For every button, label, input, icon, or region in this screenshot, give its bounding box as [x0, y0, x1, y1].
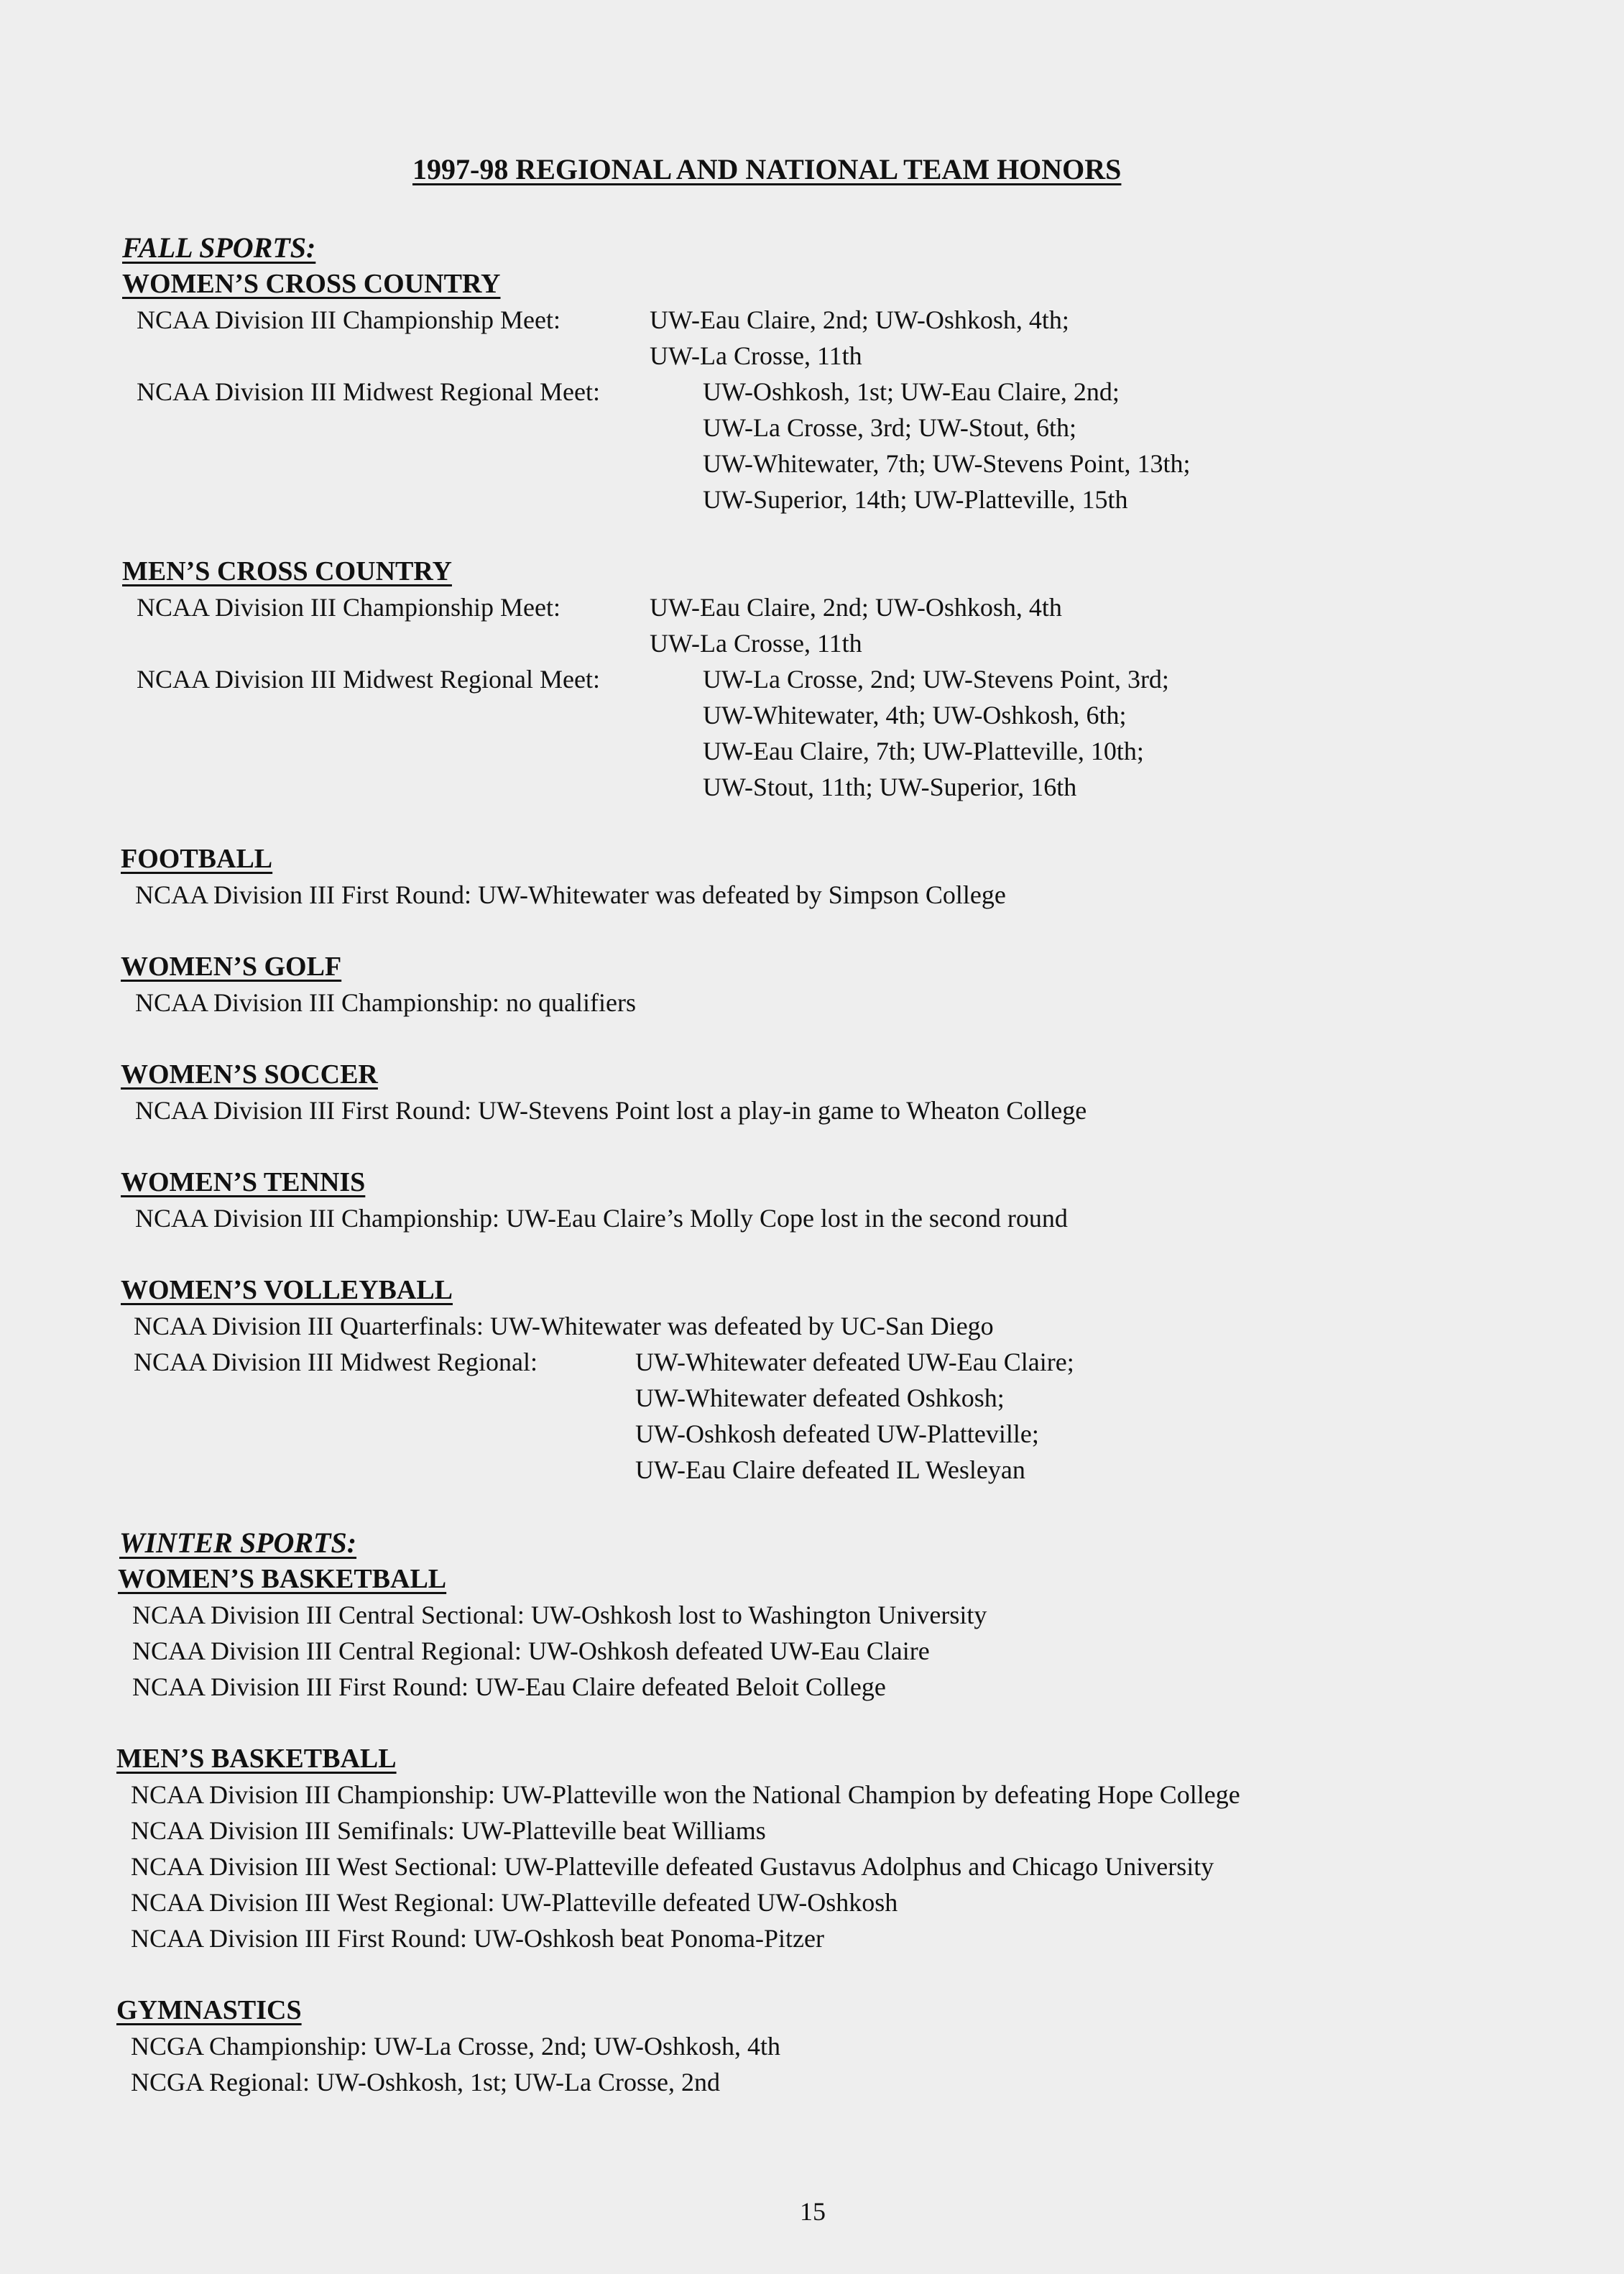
womens-golf-result: NCAA Division III Championship: no qualifiers: [135, 988, 636, 1017]
womens-basketball-result: NCAA Division III First Round: UW-Eau Claire defeated Beloit College: [132, 1672, 886, 1701]
womens-cc-regional-result: UW-Superior, 14th; UW-Platteville, 15th: [703, 485, 1128, 514]
gymnastics-heading: GYMNASTICS: [116, 1995, 302, 2025]
mens-basketball-result: NCAA Division III First Round: UW-Oshkosh beat Ponoma-Pitzer: [131, 1924, 824, 1953]
womens-volleyball-quarterfinal: NCAA Division III Quarterfinals: UW-Whitewater was defeated by UC-San Diego: [134, 1312, 994, 1340]
mens-cc-regional-label: NCAA Division III Midwest Regional Meet:: [137, 665, 600, 694]
mens-basketball-result: NCAA Division III Semifinals: UW-Platteville beat Williams: [131, 1816, 766, 1845]
womens-cc-regional-result: UW-Oshkosh, 1st; UW-Eau Claire, 2nd;: [703, 377, 1120, 406]
womens-volleyball-regional-result: UW-Whitewater defeated Oshkosh;: [635, 1384, 1005, 1412]
womens-soccer-heading: WOMEN’S SOCCER: [121, 1059, 378, 1090]
mens-cc-regional-result: UW-Whitewater, 4th; UW-Oshkosh, 6th;: [703, 701, 1127, 729]
womens-basketball-result: NCAA Division III Central Sectional: UW-Oshkosh lost to Washington University: [132, 1601, 987, 1629]
womens-volleyball-heading: WOMEN’S VOLLEYBALL: [121, 1275, 453, 1305]
fall-sports-label: FALL SPORTS:: [122, 231, 316, 264]
page-number: 15: [800, 2197, 826, 2226]
mens-cc-regional-result: UW-Eau Claire, 7th; UW-Platteville, 10th;: [703, 737, 1144, 765]
womens-soccer-result: NCAA Division III First Round: UW-Stevens Point lost a play-in game to Wheaton College: [135, 1096, 1087, 1125]
football-heading: FOOTBALL: [121, 844, 273, 874]
mens-cc-regional-result: UW-La Crosse, 2nd; UW-Stevens Point, 3rd;: [703, 665, 1169, 694]
womens-tennis-result: NCAA Division III Championship: UW-Eau Claire’s Molly Cope lost in the second round: [135, 1204, 1068, 1233]
mens-cc-championship-label: NCAA Division III Championship Meet:: [137, 593, 560, 622]
mens-basketball-heading: MEN’S BASKETBALL: [116, 1744, 397, 1774]
womens-cc-regional-result: UW-La Crosse, 3rd; UW-Stout, 6th;: [703, 413, 1076, 442]
womens-basketball-result: NCAA Division III Central Regional: UW-Oshkosh defeated UW-Eau Claire: [132, 1637, 930, 1665]
mens-cc-regional-result: UW-Stout, 11th; UW-Superior, 16th: [703, 773, 1077, 801]
womens-volleyball-regional-result: UW-Oshkosh defeated UW-Platteville;: [635, 1419, 1039, 1448]
womens-golf-heading: WOMEN’S GOLF: [121, 952, 342, 982]
womens-cc-championship-label: NCAA Division III Championship Meet:: [137, 305, 560, 334]
winter-sports-label: WINTER SPORTS:: [119, 1527, 357, 1559]
womens-volleyball-regional-result: UW-Whitewater defeated UW-Eau Claire;: [635, 1348, 1074, 1376]
womens-basketball-heading: WOMEN’S BASKETBALL: [118, 1564, 447, 1594]
womens-tennis-heading: WOMEN’S TENNIS: [121, 1167, 366, 1197]
mens-basketball-result: NCAA Division III West Sectional: UW-Platteville defeated Gustavus Adolphus and Chicago University: [131, 1852, 1214, 1881]
womens-cc-championship-result: UW-La Crosse, 11th: [650, 341, 862, 370]
page-title: 1997-98 REGIONAL AND NATIONAL TEAM HONORS: [412, 153, 1122, 185]
mens-cc-championship-result: UW-Eau Claire, 2nd; UW-Oshkosh, 4th: [650, 593, 1062, 622]
womens-volleyball-regional-result: UW-Eau Claire defeated IL Wesleyan: [635, 1455, 1025, 1484]
womens-cc-championship-result: UW-Eau Claire, 2nd; UW-Oshkosh, 4th;: [650, 305, 1069, 334]
mens-cross-country-heading: MEN’S CROSS COUNTRY: [122, 556, 452, 586]
mens-cc-championship-result: UW-La Crosse, 11th: [650, 629, 862, 658]
womens-cc-regional-result: UW-Whitewater, 7th; UW-Stevens Point, 13th;: [703, 449, 1191, 478]
football-result: NCAA Division III First Round: UW-Whitewater was defeated by Simpson College: [135, 880, 1006, 909]
womens-cross-country-heading: WOMEN’S CROSS COUNTRY: [122, 269, 501, 299]
gymnastics-result: NCGA Regional: UW-Oshkosh, 1st; UW-La Crosse, 2nd: [131, 2068, 720, 2096]
womens-volleyball-regional-label: NCAA Division III Midwest Regional:: [134, 1348, 538, 1376]
mens-basketball-result: NCAA Division III Championship: UW-Platteville won the National Champion by defeating Hope College: [131, 1780, 1240, 1809]
mens-basketball-result: NCAA Division III West Regional: UW-Platteville defeated UW-Oshkosh: [131, 1888, 898, 1917]
womens-cc-regional-label: NCAA Division III Midwest Regional Meet:: [137, 377, 600, 406]
gymnastics-result: NCGA Championship: UW-La Crosse, 2nd; UW-Oshkosh, 4th: [131, 2032, 780, 2061]
